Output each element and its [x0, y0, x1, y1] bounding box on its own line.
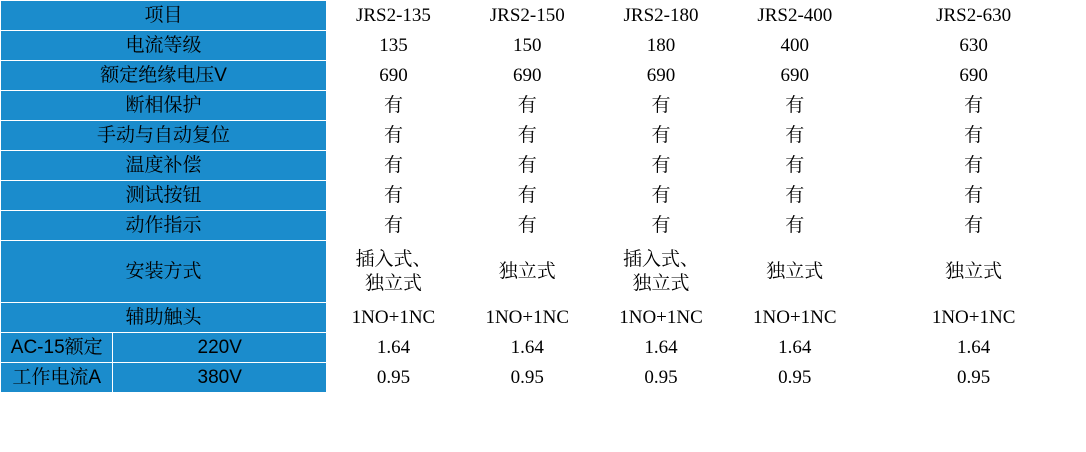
- row-value: 1.64: [460, 333, 594, 363]
- row-value: 有: [862, 151, 1086, 181]
- row-label: 安装方式: [1, 241, 327, 303]
- row-value: 有: [594, 121, 728, 151]
- row-value: 有: [327, 151, 461, 181]
- row-label: 测试按钮: [1, 181, 327, 211]
- row-value: 0.95: [594, 363, 728, 393]
- row-value: 690: [594, 61, 728, 91]
- row-value: 有: [327, 91, 461, 121]
- sub-label-380v: 380V: [113, 363, 327, 393]
- sub-label-220v: 220V: [113, 333, 327, 363]
- row-label: 断相保护: [1, 91, 327, 121]
- row-value: 独立式: [460, 241, 594, 303]
- row-value: 有: [460, 211, 594, 241]
- row-value: 有: [460, 121, 594, 151]
- row-value: 1.64: [728, 333, 862, 363]
- row-value: 有: [460, 91, 594, 121]
- row-value: 135: [327, 31, 461, 61]
- row-label: 手动与自动复位: [1, 121, 327, 151]
- row-label: 温度补偿: [1, 151, 327, 181]
- row-label: 电流等级: [1, 31, 327, 61]
- row-value: 插入式、 独立式: [327, 241, 461, 303]
- row-value: 1NO+1NC: [862, 303, 1086, 333]
- row-value: 690: [327, 61, 461, 91]
- row-value: 有: [862, 91, 1086, 121]
- row-label: 额定绝缘电压V: [1, 61, 327, 91]
- header-model-1: JRS2-135: [327, 1, 461, 31]
- row-value: 独立式: [862, 241, 1086, 303]
- table-row: [1, 211, 1086, 241]
- row-value: 有: [728, 211, 862, 241]
- row-value: 有: [594, 211, 728, 241]
- row-value: 有: [728, 181, 862, 211]
- row-value: 0.95: [460, 363, 594, 393]
- table-row-ac15-220v: [1, 333, 1086, 363]
- table-row: [1, 303, 1086, 333]
- table-row-install: [1, 241, 1086, 303]
- row-value: 0.95: [728, 363, 862, 393]
- row-label: 动作指示: [1, 211, 327, 241]
- row-value: 150: [460, 31, 594, 61]
- row-value: 有: [327, 121, 461, 151]
- row-value: 有: [460, 151, 594, 181]
- table-row: [1, 91, 1086, 121]
- table-header-row: [1, 1, 1086, 31]
- row-value: 有: [327, 181, 461, 211]
- row-value: 有: [594, 151, 728, 181]
- row-value: 690: [460, 61, 594, 91]
- row-value: 有: [728, 151, 862, 181]
- row-value: 1NO+1NC: [327, 303, 461, 333]
- row-value: 插入式、 独立式: [594, 241, 728, 303]
- row-value: 1.64: [327, 333, 461, 363]
- row-value: 有: [594, 181, 728, 211]
- group-label-line2: 工作电流A: [1, 363, 113, 393]
- row-value: 有: [728, 91, 862, 121]
- row-value: 0.95: [862, 363, 1086, 393]
- row-value: 有: [594, 91, 728, 121]
- row-value: 有: [862, 121, 1086, 151]
- table-row-ac15-380v: [1, 363, 1086, 393]
- row-value: 1NO+1NC: [728, 303, 862, 333]
- row-value: 0.95: [327, 363, 461, 393]
- row-value: 有: [862, 211, 1086, 241]
- table-row: [1, 181, 1086, 211]
- row-value: 690: [862, 61, 1086, 91]
- header-model-2: JRS2-150: [460, 1, 594, 31]
- row-value: 有: [460, 181, 594, 211]
- row-value: 1.64: [594, 333, 728, 363]
- header-item-label: 项目: [1, 1, 327, 31]
- row-value: 独立式: [728, 241, 862, 303]
- row-value: 有: [728, 121, 862, 151]
- group-label-line1: AC-15额定: [1, 333, 113, 363]
- header-model-4: JRS2-400: [728, 1, 862, 31]
- row-label: 辅助触头: [1, 303, 327, 333]
- row-value: 有: [862, 181, 1086, 211]
- row-value: 400: [728, 31, 862, 61]
- row-value: 1NO+1NC: [460, 303, 594, 333]
- row-value: 有: [327, 211, 461, 241]
- table-row: [1, 151, 1086, 181]
- table-row: [1, 61, 1086, 91]
- table-row: [1, 121, 1086, 151]
- header-model-3: JRS2-180: [594, 1, 728, 31]
- row-value: 630: [862, 31, 1086, 61]
- row-value: 1NO+1NC: [594, 303, 728, 333]
- header-model-5: JRS2-630: [862, 1, 1086, 31]
- table-row: [1, 31, 1086, 61]
- row-value: 1.64: [862, 333, 1086, 363]
- row-value: 690: [728, 61, 862, 91]
- row-value: 180: [594, 31, 728, 61]
